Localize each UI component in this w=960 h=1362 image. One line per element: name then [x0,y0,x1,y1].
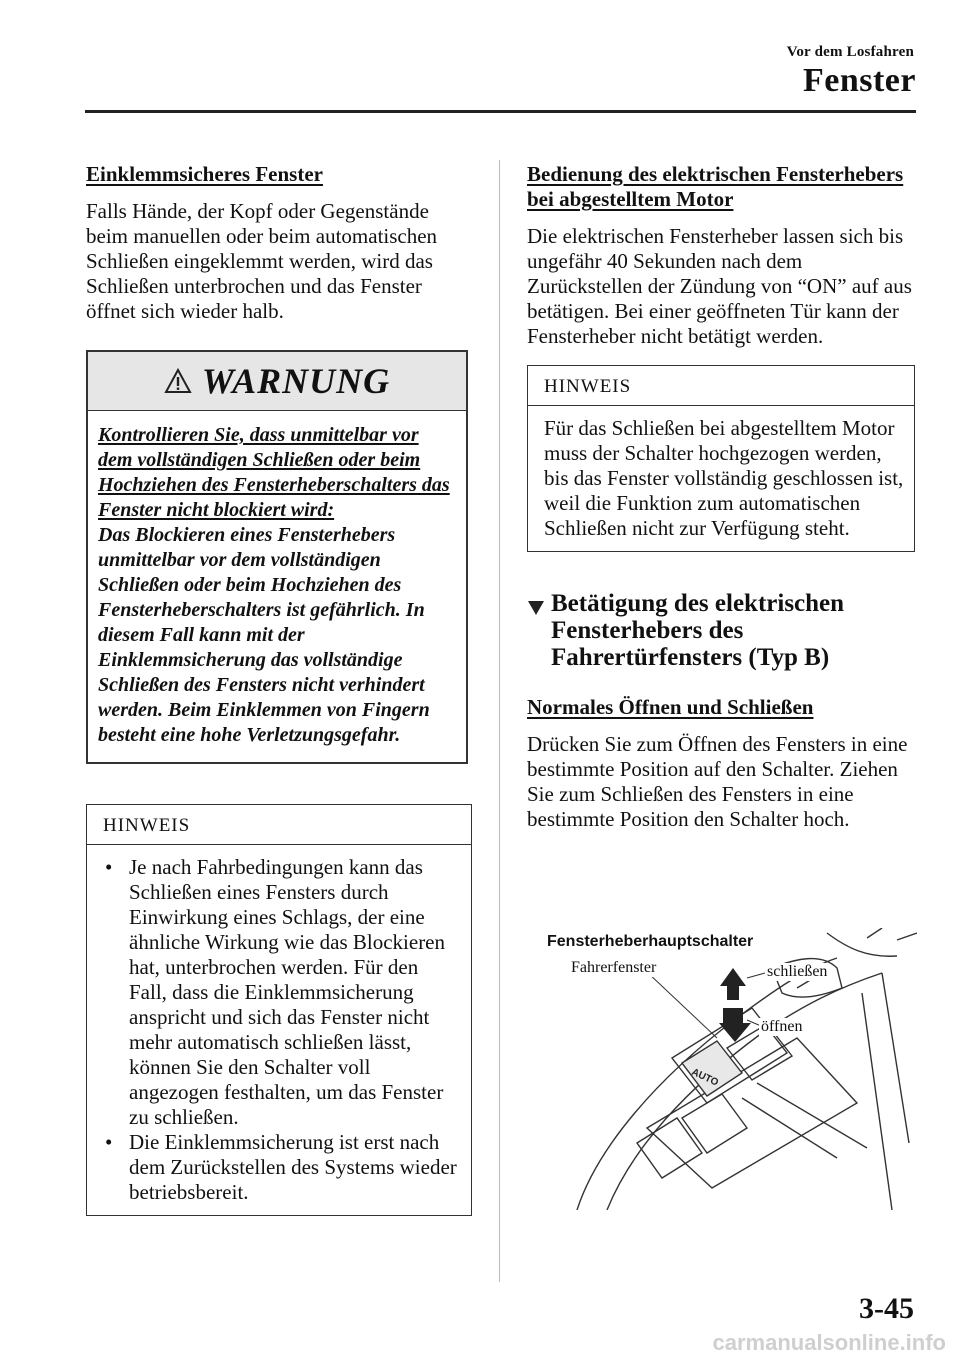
right-column [527,162,917,832]
engine-off-text: Die elektrischen Fensterheber lassen sich bis ungefähr 40 Sekunden nach dem Zurückstellen der Zündung von “ON” auf aus betätigen. Bei einer geöffneten Tür kann der Fensterheber nicht betätigt werden. [527,224,912,348]
auto-switch-text: AUTO [689,1066,720,1089]
open-label: öffnen [761,1018,803,1035]
note-bullet [103,855,461,1130]
note-text-right: Für das Schließen bei abgestelltem Motor muss der Schalter hochgezogen werden, bis das Fenster vollständig geschlossen ist, weil die Funktion zum automatischen Schließen nicht zur Verfügung steht. [544,416,904,540]
header-section-label: Vor dem Losfahren [786,44,914,60]
note-bullet-text: Je nach Fahrbedingungen kann das Schließen eines Fensters durch Einwirkung eines Schlags, der eine ähnliche Wirkung wie das Blockieren hat, unterbrochen werden. Für den Fall, dass die Einklemmsicherung anspricht und sich das Fenster nicht mehr automatisch schließen lässt, können Sie den Schalter voll angezogen festhalten, um das Fenster zu schließen. [129,855,446,1129]
note-body-right [528,406,914,551]
normal-text: Drücken Sie zum Öffnen des Fensters in eine bestimmte Position auf den Schalter. Ziehen Sie zum Schließen des Fensters in eine bestimmte Position den Schalter hoch. [527,732,908,831]
window-switch-illustration [537,928,917,1210]
bullet-dot: • [105,1130,113,1154]
note-label-right: HINWEIS [528,366,914,406]
page-number: 3-45 [859,1292,914,1325]
note-bullet-text: Die Einklemmsicherung ist erst nach dem Zurückstellen des Systems wieder betriebsbereit. [129,1130,457,1204]
note-label-left: HINWEIS [87,805,471,845]
driver-window-label: Fahrerfenster [571,959,657,976]
section-heading-text: Betätigung des elektrischen Fensterhebers des Fahrertürfensters (Typ B) [551,590,845,671]
section-triangle-icon [527,590,551,671]
close-label: schließen [767,963,828,980]
note-box-left [86,804,472,1216]
warning-label: WARNUNG [201,360,391,401]
column-divider [499,160,500,1282]
pinch-heading: Einklemmsicheres Fenster [86,162,323,186]
warning-body [88,411,466,762]
warning-lead: Kontrollieren Sie, dass unmittelbar vor dem vollständigen Schließen oder beim Hochziehen des Fensterheberschalters das Fenster nicht blockiert wird: [98,424,450,521]
section-heading [527,590,917,671]
warning-header [88,352,466,411]
bullet-dot: • [105,855,113,879]
note-box-right [527,365,915,552]
warning-text: Das Blockieren eines Fensterhebers unmittelbar vor dem vollständigen Schließen oder beim Hochziehen des Fensterheberschalters ist gefährlich. In diesem Fall kann mit der Einklemmsicherung das vollständige Schließen des Fensters nicht verhindert werden. Beim Einklemmen von Fingern besteht eine hohe Verletzungsgefahr. [98,524,430,746]
warning-triangle-icon [164,368,192,394]
footer-watermark: carmanualsonline.info [712,1330,946,1355]
left-column [86,162,476,1216]
engine-off-heading: Bedienung des elektrischen Fensterhebers bei abgestelltem Motor [527,162,904,211]
header-rule [85,110,916,113]
normal-heading: Normales Öffnen und Schließen [527,695,814,719]
page-title: Fenster [802,62,916,99]
up-down-arrow [719,968,751,1042]
main-switch-label: Fensterheberhauptschalter [547,933,754,950]
note-bullet [103,1130,461,1205]
note-body-left [87,845,471,1215]
warning-box [86,350,468,764]
pinch-text: Falls Hände, der Kopf oder Gegenstände beim manuellen oder beim automatischen Schließen eingeklemmt werden, wird das Schließen unterbrochen und das Fenster öffnet sich wieder halb. [86,199,438,323]
